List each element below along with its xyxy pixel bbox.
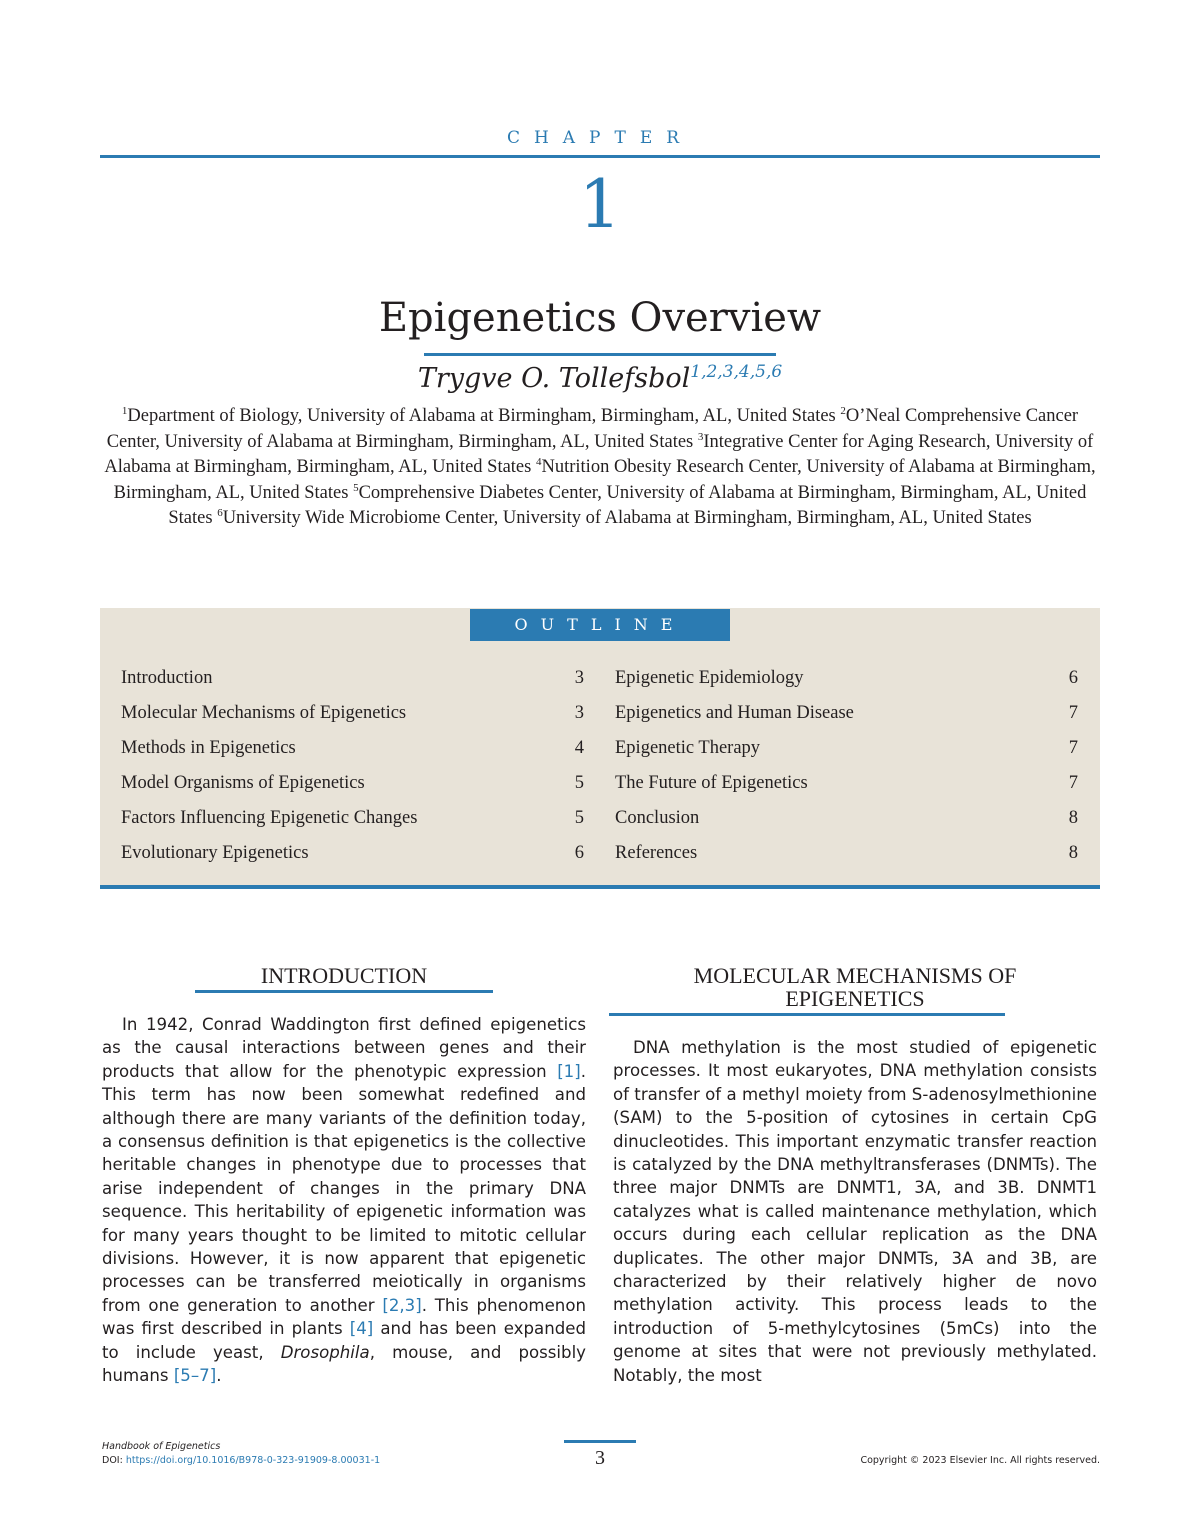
footer-book-title: Handbook of Epigenetics [102, 1441, 221, 1452]
intro-body [102, 1013, 586, 1388]
intro-text: In 1942, Conrad Waddington first defined epigenetics as the causal interactions between genes and their products that allow for the phenotypic expression [102, 1015, 586, 1081]
chapter-rule [100, 155, 1100, 158]
intro-italic-text: Drosophila [280, 1342, 370, 1362]
outline-entry[interactable] [615, 703, 1078, 738]
footer-copyright: Copyright © 2023 Elsevier Inc. All rights reserved. [860, 1455, 1100, 1466]
outline-entry-title[interactable]: Epigenetic Therapy [615, 738, 761, 758]
outline-entry-title[interactable]: Epigenetics and Human Disease [615, 703, 854, 723]
outline-right-column [615, 668, 1078, 878]
outline-entry-page: 8 [1068, 808, 1078, 828]
affiliation-mark: 1 [121, 404, 128, 417]
outline-entry-page: 8 [1068, 843, 1078, 863]
outline-entry-page: 7 [1068, 738, 1078, 758]
mechanisms-heading-rule [609, 1013, 1005, 1016]
page-number: 3 [595, 1447, 605, 1469]
outline-entry-title[interactable]: References [615, 843, 698, 863]
affiliation-text: Department of Biology, University of Alabama at Birmingham, Birmingham, AL, United States [127, 406, 836, 426]
outline-entry-title[interactable]: Epigenetic Epidemiology [615, 668, 804, 688]
outline-entry-title[interactable]: Methods in Epigenetics [121, 738, 296, 758]
outline-entry-title[interactable]: Model Organisms of Epigenetics [121, 773, 365, 793]
chapter-label: CHAPTER [506, 128, 694, 148]
outline-entry-page: 4 [574, 738, 584, 758]
author-line [0, 362, 1200, 394]
outline-entry[interactable] [121, 808, 584, 843]
intro-text: and has been expanded to include yeast, [102, 1319, 586, 1362]
outline-entry-title[interactable]: Introduction [121, 668, 213, 688]
outline-entry-title[interactable]: Conclusion [615, 808, 700, 828]
author-affiliation-marks: 1,2,3,4,5,6 [690, 362, 783, 382]
outline-entry[interactable] [121, 738, 584, 773]
outline-entry-title[interactable]: Factors Influencing Epigenetic Changes [121, 808, 418, 828]
outline-entry-page: 5 [574, 808, 584, 828]
outline-entry-page: 6 [1068, 668, 1078, 688]
outline-entry[interactable] [121, 668, 584, 703]
outline-entry-title[interactable]: The Future of Epigenetics [615, 773, 808, 793]
outline-left-column [121, 668, 584, 878]
citation-link[interactable]: [1] [557, 1061, 581, 1081]
doi-link[interactable]: https://doi.org/10.1016/B978-0-323-91909-8.00031-1 [125, 1455, 381, 1466]
affiliation-text: University Wide Microbiome Center, University of Alabama at Birmingham, Birmingham, AL, United States [222, 508, 1032, 528]
affiliation-mark: 2 [840, 404, 846, 417]
outline-entry[interactable] [615, 773, 1078, 808]
intro-text: . This term has now been somewhat redefined and although there are many variants of the definition today, a consensus definition is that epigenetics is the collective heritable changes in phenotype due to processes that arise independent of changes in the primary DNA sequence. This heritability of epigenetic information was for many years thought to be limited to mitotic cellular divisions. However, it is now apparent that epigenetic processes can be transferred meiotically in organisms from one generation to another [102, 1061, 586, 1315]
outline-entry[interactable] [615, 843, 1078, 878]
intro-text: . [216, 1366, 222, 1386]
affiliations [100, 404, 1100, 532]
intro-heading-rule [195, 990, 493, 993]
outline-entry[interactable] [615, 738, 1078, 773]
mechanisms-heading: MOLECULAR MECHANISMS OF EPIGENETICS [693, 963, 1017, 1011]
outline-entry-page: 7 [1068, 703, 1078, 723]
outline-entry[interactable] [121, 773, 584, 808]
outline-entry-page: 6 [574, 843, 584, 863]
intro-text: . This phenomenon was first described in plants [102, 1295, 586, 1339]
outline-entry-title[interactable]: Evolutionary Epigenetics [121, 843, 309, 863]
affiliation-text: Comprehensive Diabetes Center, University of Alabama at Birmingham, Birmingham, AL, United States [168, 482, 1087, 528]
intro-text: , mouse, and possibly humans [102, 1342, 586, 1386]
outline-entry-page: 7 [1068, 773, 1078, 793]
affiliation-text: Integrative Center for Aging Research, University of Alabama at Birmingham, Birmingham, AL, United States [104, 431, 1094, 477]
affiliation-mark: 5 [353, 481, 359, 494]
affiliation-mark: 6 [217, 506, 223, 519]
outline-label: OUTLINE [470, 609, 730, 641]
affiliation-mark: 4 [535, 455, 542, 468]
citation-link[interactable]: [5–7] [173, 1366, 217, 1386]
outline-entry-title[interactable]: Molecular Mechanisms of Epigenetics [121, 703, 407, 723]
title-rule [424, 353, 776, 356]
mechanisms-body [613, 1036, 1097, 1387]
outline-entry-page: 3 [574, 668, 584, 688]
intro-heading: INTRODUCTION [260, 963, 428, 988]
outline-entry-page: 3 [574, 703, 584, 723]
outline-entry-page: 5 [574, 773, 584, 793]
author-name: Trygve O. Tollefsbol [417, 363, 691, 394]
outline-entry[interactable] [121, 703, 584, 738]
affiliation-mark: 3 [697, 430, 704, 443]
citation-link[interactable]: [4] [349, 1319, 374, 1339]
footer-doi [102, 1455, 380, 1466]
footer-page-rule [564, 1440, 636, 1443]
citation-link[interactable]: [2,3] [382, 1295, 422, 1315]
outline-entry[interactable] [121, 843, 584, 878]
outline-entry[interactable] [615, 668, 1078, 703]
intro-paragraph [102, 1013, 586, 1388]
affiliation-text: O’Neal Comprehensive Cancer Center, University of Alabama at Birmingham, Birmingham, AL, United States [106, 406, 1079, 452]
affiliation-text: Nutrition Obesity Research Center, University of Alabama at Birmingham, Birmingham, AL, United States [113, 457, 1096, 503]
outline-bottom-rule [100, 885, 1100, 889]
doi-label: DOI: [102, 1455, 123, 1466]
mechanisms-paragraph: DNA methylation is the most studied of epigenetic processes. It most eukaryotes, DNA methylation consists of transfer of a methyl moiety from S-adenosylmethionine (SAM) to the 5-position of cytosines in certain CpG dinucleotides. This important enzymatic transfer reaction is catalyzed by the DNA methyltransferases (DNMTs). The three major DNMTs are DNMT1, 3A, and 3B. DNMT1 catalyzes what is called maintenance methylation, which occurs during each cellular replication as the DNA duplicates. The other major DNMTs, 3A and 3B, are characterized by their relatively higher de novo methylation activity. This process leads to the introduction of 5-methylcytosines (5mCs) into the genome at sites that were not previously methylated. Notably, the most [613, 1038, 1097, 1385]
chapter-number: 1 [579, 166, 621, 243]
outline-entry[interactable] [615, 808, 1078, 843]
chapter-title: Epigenetics Overview [378, 295, 822, 341]
